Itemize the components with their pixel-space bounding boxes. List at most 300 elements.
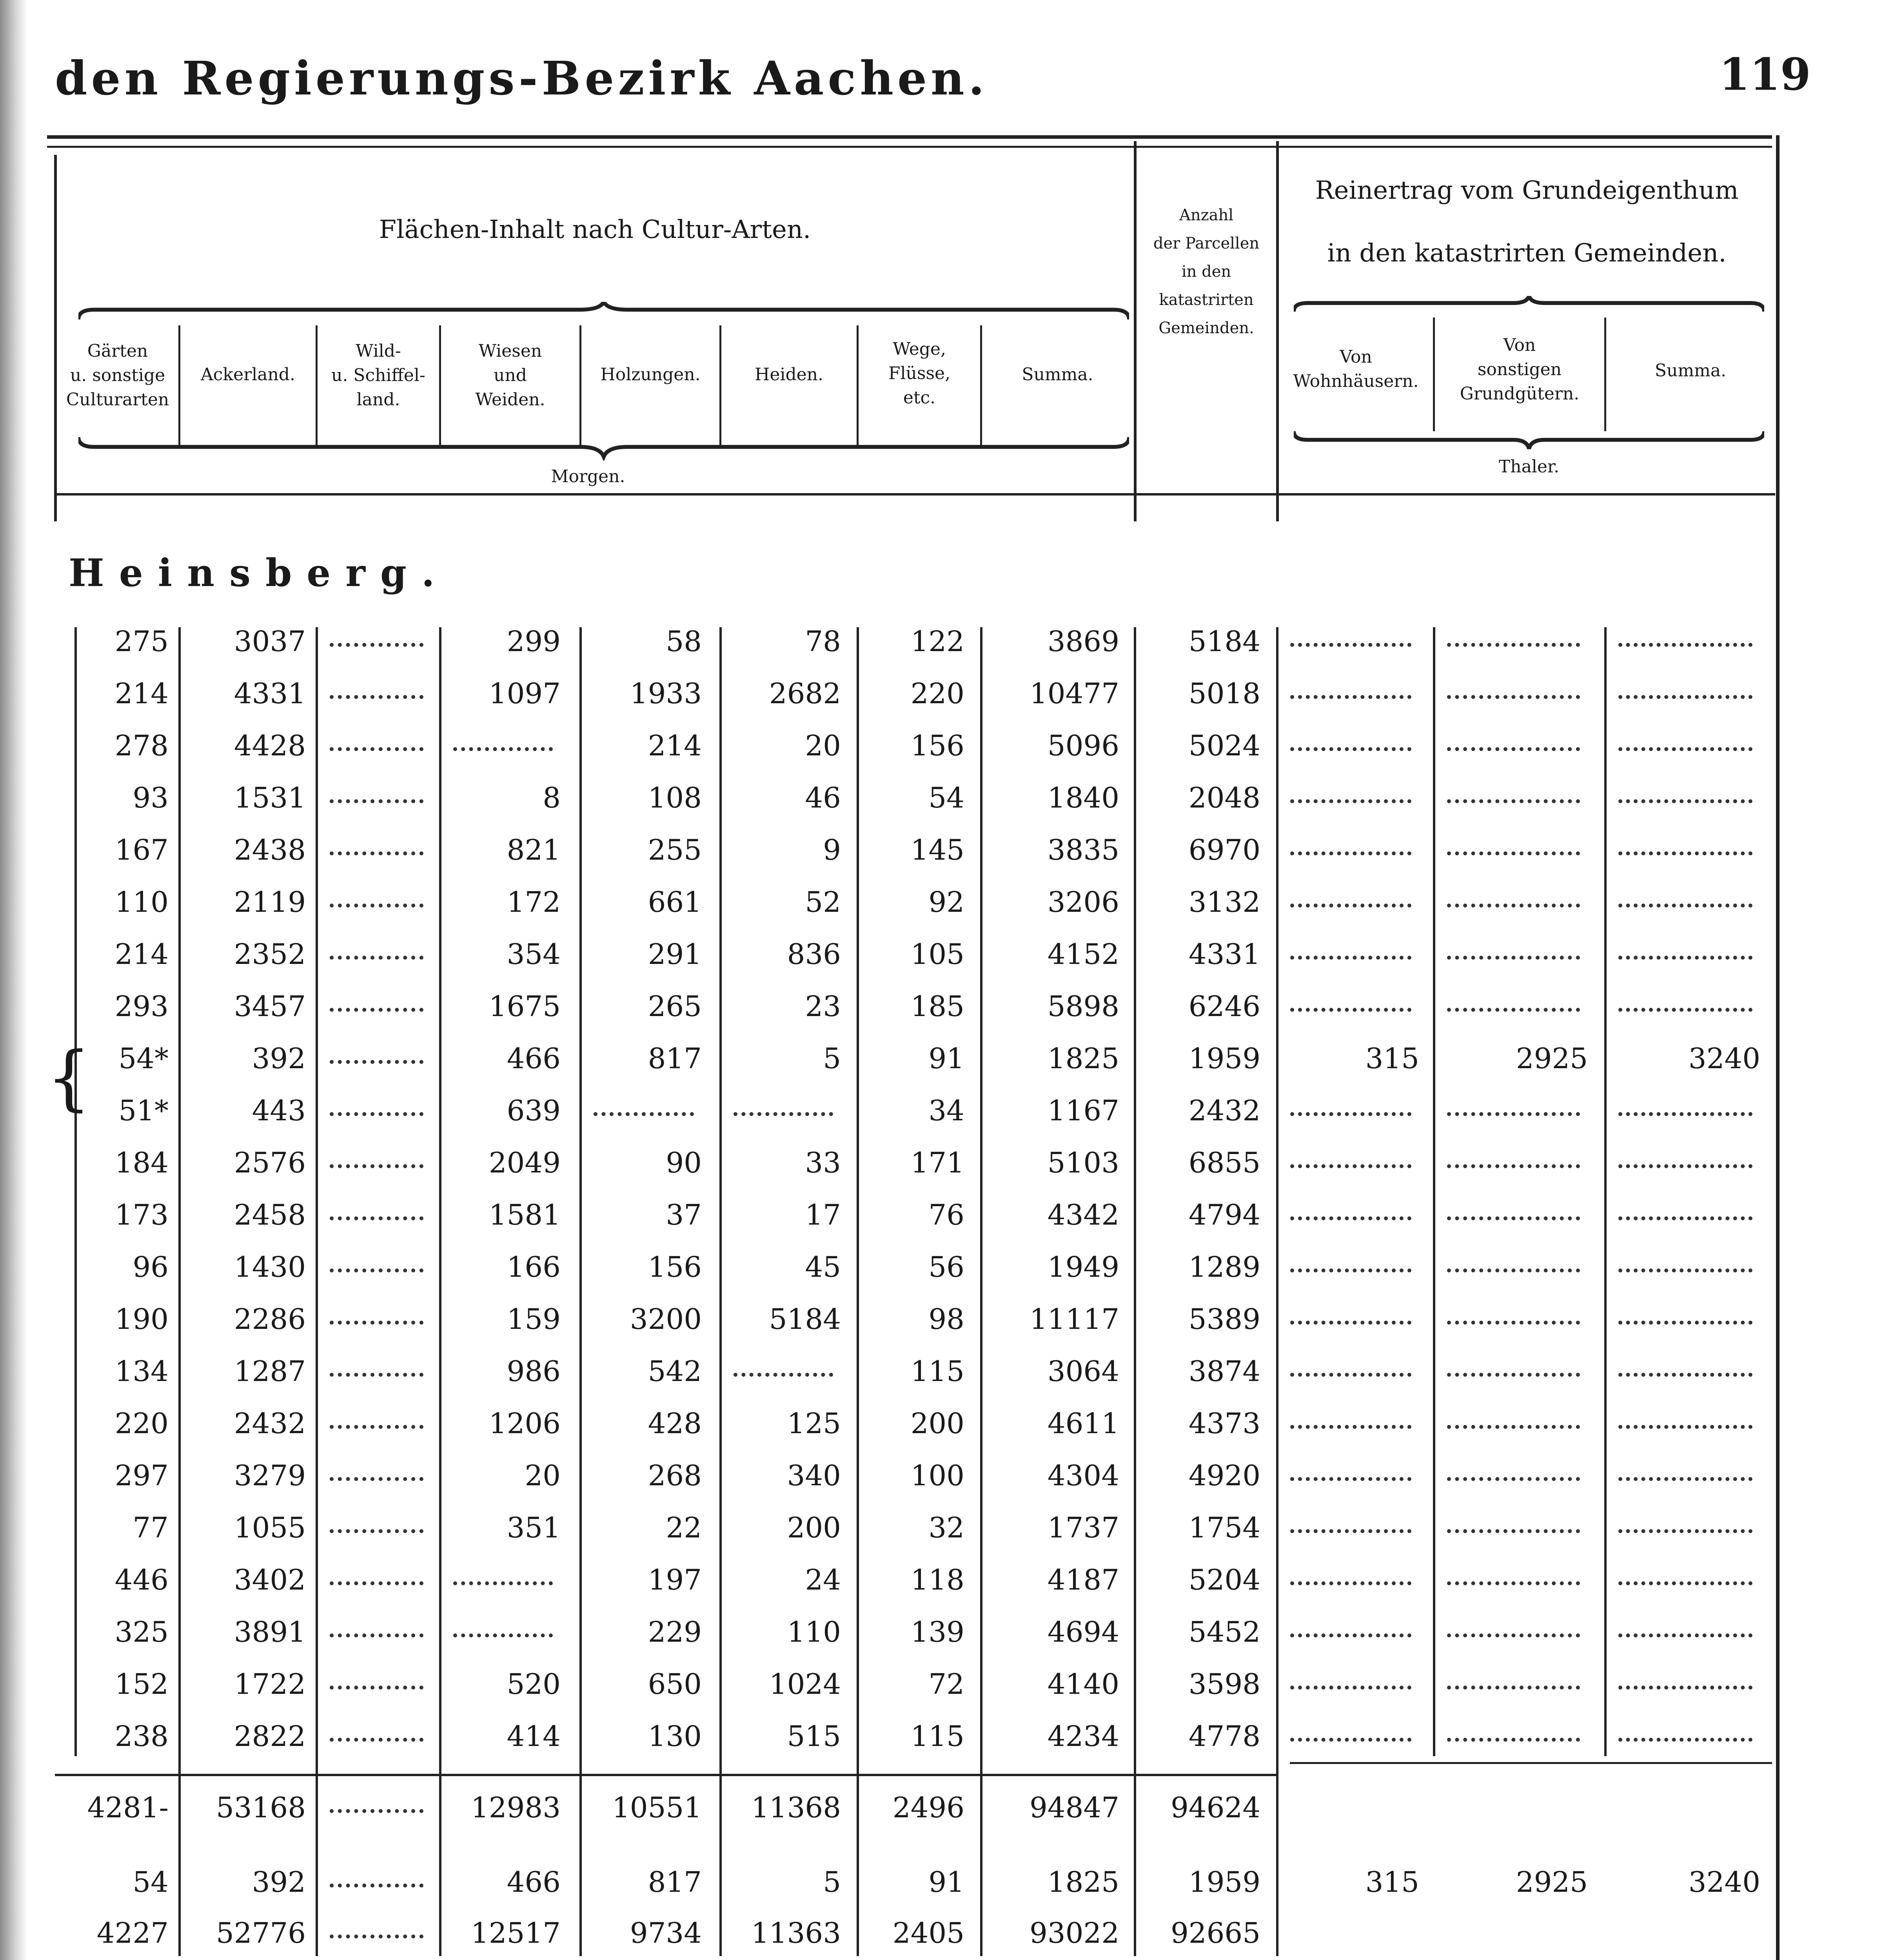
empty-leader-dots [330, 795, 423, 803]
col-header-wege: Wege, Flüsse, etc. [888, 339, 951, 408]
empty-leader-dots [1618, 1577, 1752, 1585]
empty-leader-dots [1290, 1160, 1411, 1168]
cell-parcellen: 4373 [1188, 1407, 1260, 1440]
empty-leader-dots [1290, 1682, 1411, 1690]
cell-heiden: 23 [805, 990, 841, 1023]
cell-summa: 5096 [1047, 729, 1119, 762]
cell-summa: 3064 [1047, 1355, 1119, 1388]
table-row [0, 1189, 1903, 1241]
empty-leader-dots [330, 1108, 423, 1116]
col-header-gaerten: Gärten u. sonstige Culturarten [66, 341, 169, 410]
empty-leader-dots [1618, 1734, 1752, 1742]
cell-summa: 1167 [1047, 1094, 1119, 1127]
brace-morgen [78, 437, 1129, 461]
cell-heiden: 11368 [751, 1791, 841, 1824]
cell-wiesen: 8 [543, 781, 561, 814]
cell-summa: 3206 [1047, 886, 1119, 918]
empty-leader-dots [1447, 900, 1580, 907]
cell-parcellen: 3132 [1188, 886, 1260, 918]
empty-leader-dots [1618, 1004, 1752, 1012]
cell-gaerten: 77 [133, 1511, 169, 1544]
empty-leader-dots [1447, 1004, 1580, 1012]
cell-summa: 4140 [1047, 1668, 1119, 1700]
cell-gaerten: 167 [114, 833, 169, 866]
cell-parcellen: 1289 [1188, 1250, 1260, 1283]
group-header-reinertrag-2: in den katastrirten Gemeinden. [1327, 239, 1727, 268]
empty-leader-dots [330, 1630, 423, 1637]
cell-wege: 92 [928, 886, 964, 918]
cell-gaerten: 446 [114, 1563, 169, 1596]
brace-thaler [1294, 431, 1764, 451]
cell-parcellen: 2432 [1188, 1094, 1260, 1127]
cell-parcellen: 6970 [1188, 833, 1260, 866]
cell-gaerten: 51* [118, 1094, 169, 1127]
cell-reinertrag-summa: 3240 [1688, 1866, 1760, 1898]
cell-summa: 4234 [1047, 1720, 1119, 1753]
empty-leader-dots [1618, 952, 1752, 960]
empty-leader-dots [330, 1421, 423, 1429]
header-bottom-rule [54, 493, 1775, 495]
cell-wiesen: 1097 [488, 677, 561, 710]
cell-summa: 5898 [1047, 990, 1119, 1023]
empty-leader-dots [1290, 691, 1411, 699]
cell-reinertrag-summa: 3240 [1688, 1042, 1760, 1075]
cell-holzungen: 130 [648, 1720, 702, 1753]
unit-thaler: Thaler. [1498, 457, 1560, 477]
empty-leader-dots [330, 848, 423, 855]
cell-ackerland: 2119 [234, 886, 306, 918]
empty-leader-dots [1447, 1525, 1580, 1533]
section-title-heinsberg: Heinsberg. [69, 551, 450, 595]
cell-heiden: 33 [805, 1146, 841, 1179]
cell-wiesen: 821 [507, 833, 561, 866]
cell-parcellen: 5024 [1188, 729, 1260, 762]
cell-wege: 145 [910, 833, 964, 866]
table-row [0, 1137, 1903, 1189]
cell-wiesen: 12983 [470, 1791, 561, 1824]
cell-parcellen: 92665 [1170, 1916, 1260, 1949]
cell-ackerland: 2432 [234, 1407, 306, 1440]
cell-parcellen: 4794 [1188, 1198, 1260, 1231]
empty-leader-dots [1290, 1630, 1411, 1637]
empty-leader-dots [330, 691, 423, 699]
cell-wege: 98 [928, 1303, 964, 1336]
cell-ackerland: 3891 [234, 1615, 306, 1648]
col-header-wiesen: Wiesen und Weiden. [475, 341, 545, 410]
cell-wege: 32 [928, 1511, 964, 1544]
cell-summa: 3869 [1047, 625, 1119, 658]
col-header-heiden: Heiden. [754, 365, 823, 385]
cell-heiden: 340 [787, 1459, 841, 1492]
cell-gaerten: 278 [114, 729, 169, 762]
cell-wiesen: 639 [507, 1094, 561, 1127]
empty-leader-dots [1618, 1369, 1752, 1377]
table-row [0, 980, 1903, 1032]
cell-gaerten: 220 [114, 1407, 169, 1440]
empty-leader-dots [1290, 848, 1411, 855]
empty-leader-dots [1618, 639, 1752, 647]
cell-heiden: 9 [823, 833, 841, 866]
cell-holzungen: 817 [648, 1042, 702, 1075]
cell-parcellen: 1754 [1188, 1511, 1260, 1544]
cell-summa: 4152 [1047, 938, 1119, 971]
empty-leader-dots [1447, 1160, 1580, 1168]
col-header-reinertrag-summa: Summa. [1654, 361, 1727, 381]
cell-wiesen: 1206 [488, 1407, 561, 1440]
cell-wege: 171 [910, 1146, 964, 1179]
col-header-holzungen: Holzungen. [600, 365, 701, 385]
cell-wiesen: 986 [507, 1355, 561, 1388]
cell-ackerland: 3037 [234, 625, 306, 658]
totals-rule [55, 1774, 1278, 1776]
cell-parcellen: 3874 [1188, 1355, 1260, 1388]
empty-leader-dots [1447, 1212, 1580, 1220]
cell-gaerten: 190 [114, 1303, 169, 1336]
cell-holzungen: 428 [648, 1407, 702, 1440]
cell-wege: 200 [910, 1407, 964, 1440]
cell-wege: 54 [928, 781, 964, 814]
cell-holzungen: 268 [648, 1459, 702, 1492]
empty-leader-dots [330, 1525, 423, 1533]
cell-heiden: 200 [787, 1511, 841, 1544]
table-row [0, 1606, 1903, 1658]
empty-leader-dots [330, 1805, 423, 1813]
cell-summa: 3835 [1047, 833, 1119, 866]
brace-rows-54-51: { [46, 1037, 91, 1119]
table-row [0, 1710, 1903, 1762]
group-header-flaechen: Flächen-Inhalt nach Cultur-Arten. [379, 215, 811, 244]
empty-leader-dots [1447, 1734, 1580, 1742]
cell-parcellen: 94624 [1170, 1791, 1260, 1824]
header-left-rule [54, 155, 57, 521]
table-row [0, 668, 1903, 719]
empty-leader-dots [1290, 1525, 1411, 1533]
cell-wege: 115 [910, 1355, 964, 1388]
cell-holzungen: 9734 [630, 1916, 702, 1949]
cell-wege: 56 [928, 1250, 964, 1283]
cell-summa: 4694 [1047, 1615, 1119, 1648]
empty-leader-dots [453, 1630, 553, 1637]
empty-leader-dots [1447, 1473, 1580, 1481]
cell-heiden: 836 [787, 938, 841, 971]
cell-summa: 1825 [1047, 1866, 1119, 1898]
cell-ackerland: 392 [252, 1866, 306, 1898]
cell-holzungen: 255 [648, 833, 702, 866]
empty-leader-dots [1447, 691, 1580, 699]
cell-ackerland: 4331 [234, 677, 306, 710]
empty-leader-dots [1618, 848, 1752, 855]
cell-wiesen: 466 [507, 1042, 561, 1075]
empty-leader-dots [1618, 1265, 1752, 1272]
cell-gaerten: 110 [114, 886, 169, 918]
col-header-wildland: Wild- u. Schiffel- land. [331, 341, 425, 410]
cell-wege: 2405 [892, 1916, 964, 1949]
empty-leader-dots [1618, 691, 1752, 699]
cell-heiden: 45 [805, 1250, 841, 1283]
cell-gaerten: 184 [114, 1146, 169, 1179]
cell-heiden: 17 [805, 1198, 841, 1231]
empty-leader-dots [330, 1160, 423, 1168]
empty-leader-dots [1618, 1421, 1752, 1429]
totals-row [0, 1856, 1903, 1908]
empty-leader-dots [330, 1265, 423, 1272]
cell-gaerten: 173 [114, 1198, 169, 1231]
brace-reinertrag [1294, 296, 1764, 316]
totals-row [0, 1782, 1903, 1833]
cell-holzungen: 229 [648, 1615, 702, 1648]
table-row [0, 876, 1903, 928]
cell-grundgueter: 2925 [1516, 1042, 1588, 1075]
table-row [0, 1502, 1903, 1553]
cell-gaerten: 4281- [87, 1791, 169, 1824]
table-row [0, 1450, 1903, 1501]
empty-leader-dots [734, 1108, 833, 1116]
cell-summa: 1737 [1047, 1511, 1119, 1544]
empty-leader-dots [330, 1317, 423, 1325]
cell-holzungen: 542 [648, 1355, 702, 1388]
cell-parcellen: 3598 [1188, 1668, 1260, 1700]
empty-leader-dots [1618, 1630, 1752, 1637]
cell-wege: 156 [910, 729, 964, 762]
empty-leader-dots [330, 1577, 423, 1585]
table-row [0, 1658, 1903, 1710]
empty-leader-dots [1618, 743, 1752, 751]
empty-leader-dots [1618, 1473, 1752, 1481]
cell-holzungen: 58 [666, 625, 702, 658]
cell-wiesen: 20 [525, 1459, 561, 1492]
cell-wege: 185 [910, 990, 964, 1023]
empty-leader-dots [330, 1473, 423, 1481]
cell-gaerten: 96 [133, 1250, 169, 1283]
empty-leader-dots [1290, 1577, 1411, 1585]
cell-parcellen: 2048 [1188, 781, 1260, 814]
cell-ackerland: 2576 [234, 1146, 306, 1179]
table-row [0, 1293, 1903, 1345]
cell-gaerten: 93 [133, 781, 169, 814]
empty-leader-dots [1618, 1682, 1752, 1690]
empty-leader-dots [330, 952, 423, 960]
cell-wege: 115 [910, 1720, 964, 1753]
table-row [0, 772, 1903, 824]
col-header-wohnhaeuser: Von Wohnhäusern. [1293, 347, 1419, 391]
empty-leader-dots [1447, 1577, 1580, 1585]
table-row [0, 1397, 1903, 1449]
empty-leader-dots [1290, 1004, 1411, 1012]
empty-leader-dots [330, 1369, 423, 1377]
cell-heiden: 2682 [769, 677, 841, 710]
cell-wege: 122 [910, 625, 964, 658]
empty-leader-dots [1290, 1734, 1411, 1742]
header-divider-reinertrag [1276, 141, 1279, 521]
empty-leader-dots [734, 1369, 833, 1377]
empty-leader-dots [1447, 795, 1580, 803]
cell-holzungen: 22 [666, 1511, 702, 1544]
empty-leader-dots [1618, 1317, 1752, 1325]
totals-rule-right [1290, 1762, 1772, 1764]
empty-leader-dots [330, 1056, 423, 1064]
cell-gaerten: 297 [114, 1459, 169, 1492]
table-row [0, 1241, 1903, 1293]
empty-leader-dots [1447, 743, 1580, 751]
col-header-ackerland: Ackerland. [201, 365, 295, 385]
cell-wege: 100 [910, 1459, 964, 1492]
cell-ackerland: 2352 [234, 938, 306, 971]
running-head: den Regierungs-Bezirk Aachen. [55, 51, 988, 105]
cell-wiesen: 2049 [488, 1146, 561, 1179]
empty-leader-dots [1618, 1212, 1752, 1220]
empty-leader-dots [330, 1931, 423, 1938]
table-row [0, 1033, 1903, 1084]
cell-ackerland: 3402 [234, 1563, 306, 1596]
cell-wiesen: 354 [507, 938, 561, 971]
empty-leader-dots [1618, 1108, 1752, 1116]
header-parcellen: Anzahl der Parcellen in den katastrirten Gemeinden. [1153, 206, 1260, 337]
empty-leader-dots [330, 1880, 423, 1887]
empty-leader-dots [1290, 1473, 1411, 1481]
empty-leader-dots [1447, 1317, 1580, 1325]
cell-wiesen: 172 [507, 886, 561, 918]
group-header-reinertrag-1: Reinertrag vom Grundeigenthum [1315, 176, 1739, 205]
cell-wiesen: 1581 [488, 1198, 561, 1231]
cell-heiden: 24 [805, 1563, 841, 1596]
cell-parcellen: 1959 [1188, 1042, 1260, 1075]
table-row [0, 824, 1903, 876]
empty-leader-dots [330, 1004, 423, 1012]
page-number: 119 [1719, 49, 1811, 100]
cell-gaerten: 238 [114, 1720, 169, 1753]
empty-leader-dots [330, 900, 423, 907]
cell-parcellen: 4778 [1188, 1720, 1260, 1753]
empty-leader-dots [1290, 1421, 1411, 1429]
empty-leader-dots [1447, 1108, 1580, 1116]
empty-leader-dots [1447, 848, 1580, 855]
cell-heiden: 5 [823, 1042, 841, 1075]
cell-heiden: 125 [787, 1407, 841, 1440]
cell-wege: 139 [910, 1615, 964, 1648]
cell-heiden: 78 [805, 625, 841, 658]
empty-leader-dots [453, 1577, 553, 1585]
empty-leader-dots [330, 1682, 423, 1690]
cell-summa: 5103 [1047, 1146, 1119, 1179]
empty-leader-dots [1290, 1317, 1411, 1325]
cell-wiesen: 351 [507, 1511, 561, 1544]
empty-leader-dots [330, 1212, 423, 1220]
table-row [0, 720, 1903, 771]
cell-ackerland: 392 [252, 1042, 306, 1075]
table-row [0, 1085, 1903, 1136]
cell-heiden: 515 [787, 1720, 841, 1753]
cell-holzungen: 1933 [630, 677, 702, 710]
table-row [0, 1345, 1903, 1397]
cell-wege: 105 [910, 938, 964, 971]
brace-flaechen [78, 302, 1129, 325]
cell-ackerland: 1055 [234, 1511, 306, 1544]
cell-wiesen: 166 [507, 1250, 561, 1283]
cell-summa: 94847 [1029, 1791, 1119, 1824]
empty-leader-dots [1447, 952, 1580, 960]
cell-parcellen: 6246 [1188, 990, 1260, 1023]
cell-holzungen: 291 [648, 938, 702, 971]
cell-ackerland: 1430 [234, 1250, 306, 1283]
cell-wohnhaeuser: 315 [1365, 1042, 1419, 1075]
empty-leader-dots [1618, 900, 1752, 907]
cell-gaerten: 4227 [96, 1916, 169, 1949]
cell-wiesen: 12517 [470, 1916, 561, 1949]
empty-leader-dots [453, 743, 553, 751]
empty-leader-dots [1447, 639, 1580, 647]
cell-parcellen: 5204 [1188, 1563, 1260, 1596]
empty-leader-dots [1290, 952, 1411, 960]
cell-holzungen: 10551 [612, 1791, 702, 1824]
cell-parcellen: 5452 [1188, 1615, 1260, 1648]
cell-holzungen: 156 [648, 1250, 702, 1283]
cell-gaerten: 214 [114, 677, 169, 710]
cell-wege: 34 [928, 1094, 964, 1127]
header-divider-parcellen [1134, 141, 1137, 521]
totals-row [0, 1907, 1903, 1959]
cell-holzungen: 37 [666, 1198, 702, 1231]
col-header-grundgueter: Von sonstigen Grundgütern. [1460, 335, 1580, 404]
table-row [0, 615, 1903, 667]
cell-ackerland: 53168 [216, 1791, 306, 1824]
empty-leader-dots [1290, 1369, 1411, 1377]
cell-ackerland: 3279 [234, 1459, 306, 1492]
col-header-summa: Summa. [1022, 365, 1093, 385]
cell-parcellen: 6855 [1188, 1146, 1260, 1179]
cell-wege: 76 [928, 1198, 964, 1231]
cell-ackerland: 1722 [234, 1668, 306, 1700]
cell-parcellen: 4920 [1188, 1459, 1260, 1492]
cell-wiesen: 466 [507, 1866, 561, 1898]
cell-summa: 11117 [1029, 1303, 1119, 1336]
cell-heiden: 1024 [769, 1668, 841, 1700]
empty-leader-dots [1618, 1525, 1752, 1533]
empty-leader-dots [1290, 743, 1411, 751]
empty-leader-dots [1447, 1369, 1580, 1377]
cell-holzungen: 661 [648, 886, 702, 918]
cell-wiesen: 1675 [488, 990, 561, 1023]
cell-wiesen: 520 [507, 1668, 561, 1700]
cell-holzungen: 3200 [630, 1303, 702, 1336]
cell-ackerland: 1287 [234, 1355, 306, 1388]
cell-ackerland: 2438 [234, 833, 306, 866]
empty-leader-dots [330, 639, 423, 647]
empty-leader-dots [1447, 1630, 1580, 1637]
table-row [0, 1554, 1903, 1606]
cell-summa: 4304 [1047, 1459, 1119, 1492]
empty-leader-dots [1290, 900, 1411, 907]
cell-ackerland: 3457 [234, 990, 306, 1023]
cell-summa: 1949 [1047, 1250, 1119, 1283]
empty-leader-dots [330, 743, 423, 751]
cell-gaerten: 134 [114, 1355, 169, 1388]
cell-summa: 4611 [1047, 1407, 1119, 1440]
cell-ackerland: 2458 [234, 1198, 306, 1231]
empty-leader-dots [1290, 1265, 1411, 1272]
cell-gaerten: 54* [118, 1042, 169, 1075]
cell-wege: 91 [928, 1042, 964, 1075]
cell-wohnhaeuser: 315 [1365, 1866, 1419, 1898]
empty-leader-dots [1618, 1160, 1752, 1168]
cell-holzungen: 265 [648, 990, 702, 1023]
cell-summa: 4187 [1047, 1563, 1119, 1596]
cell-heiden: 5184 [769, 1303, 841, 1336]
empty-leader-dots [1447, 1682, 1580, 1690]
empty-leader-dots [330, 1734, 423, 1742]
cell-heiden: 11363 [751, 1916, 841, 1949]
empty-leader-dots [1290, 639, 1411, 647]
cell-wiesen: 414 [507, 1720, 561, 1753]
